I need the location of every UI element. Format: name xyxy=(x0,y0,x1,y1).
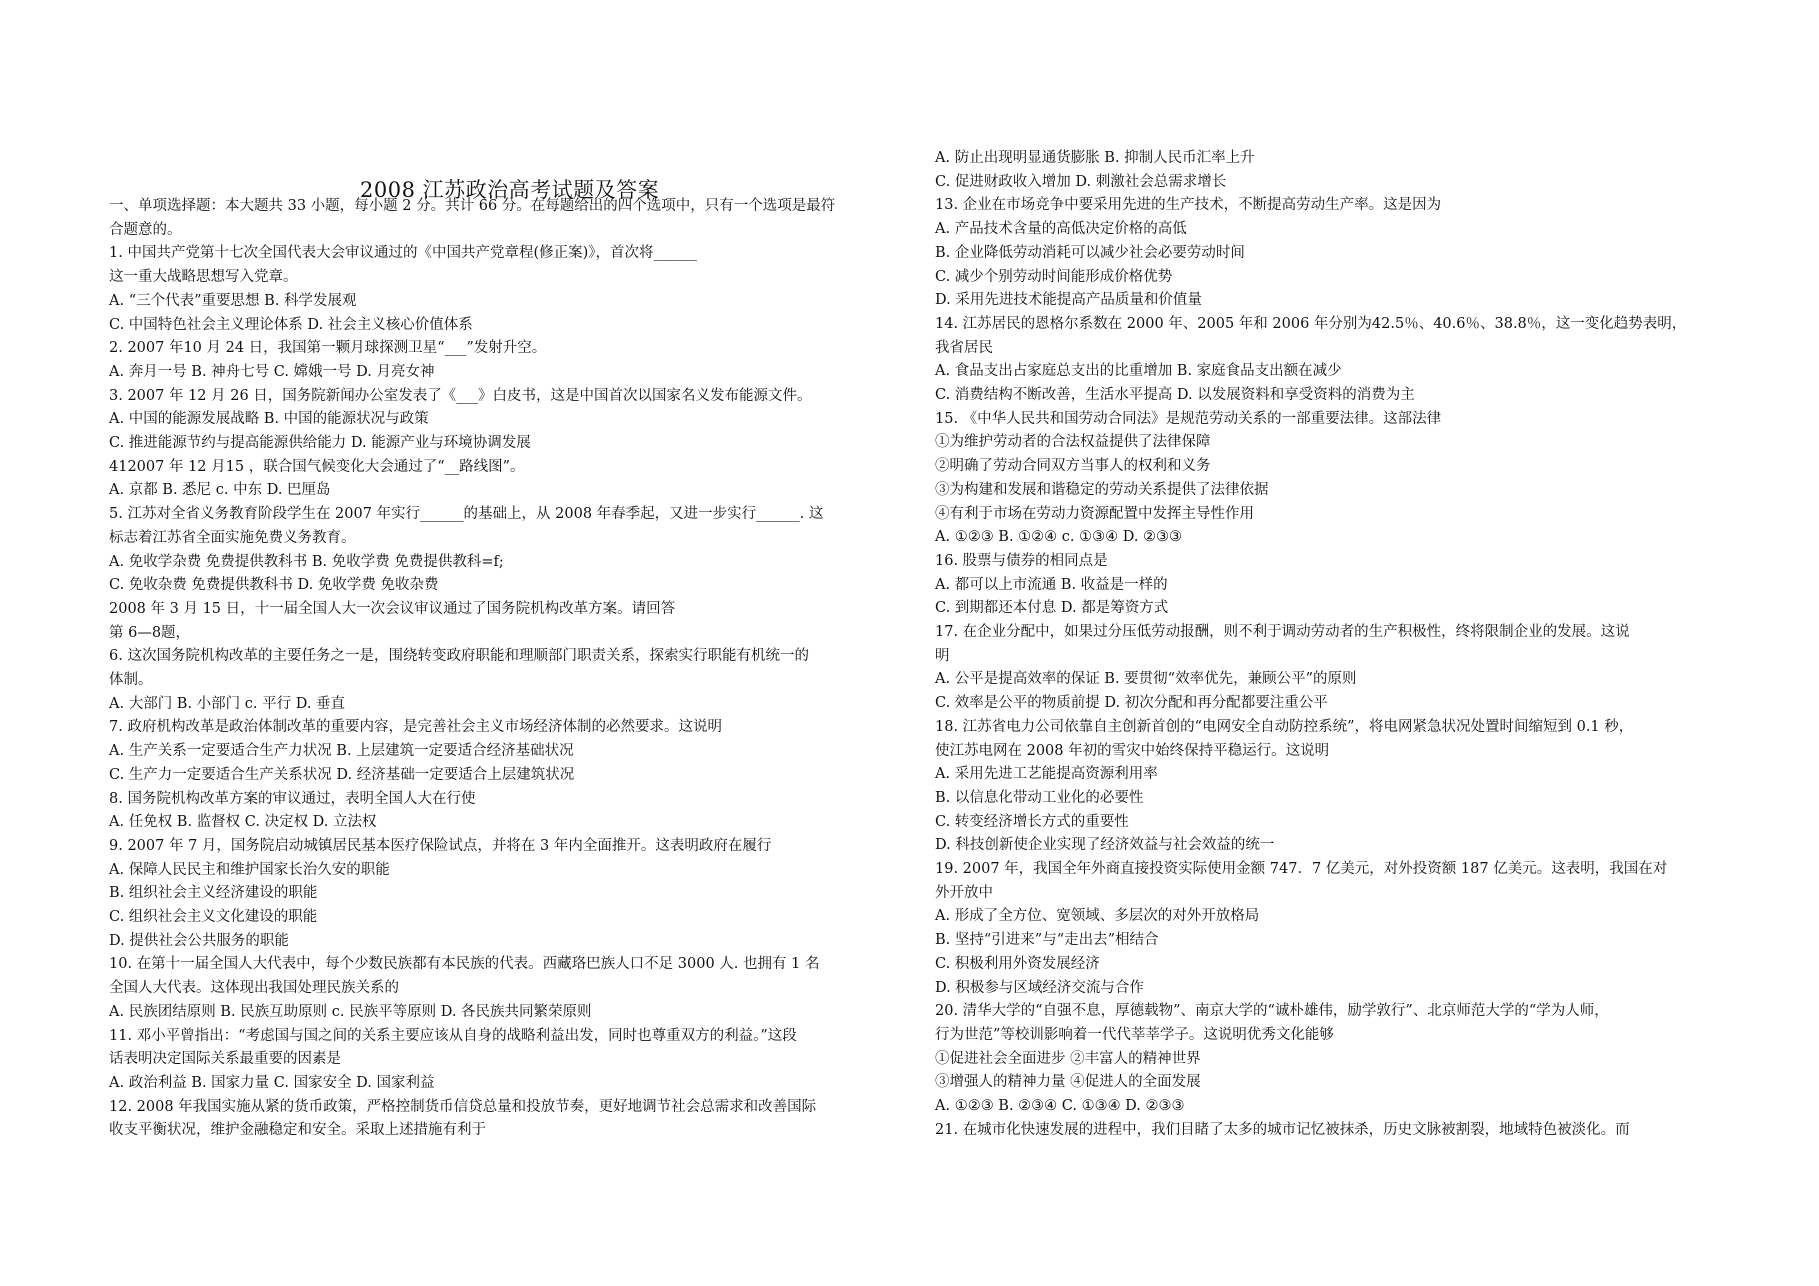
text-line: 8. 国务院机构改革方案的审议通过，表明全国人大在行使 xyxy=(109,790,476,807)
text-line: 我省居民 xyxy=(935,339,993,356)
text-line: 16. 股票与债券的相同点是 xyxy=(935,552,1108,569)
text-line: A. 产品技术含量的高低决定价格的高低 xyxy=(935,221,1187,238)
text-line: 合题意的。 xyxy=(109,221,182,238)
text-line: B. 坚持“引进来”与“走出去”相结合 xyxy=(935,932,1159,949)
text-line: A. 都可以上市流通 B. 收益是一样的 xyxy=(935,576,1168,593)
text-line: C. 推进能源节约与提高能源供给能力 D. 能源产业与环境协调发展 xyxy=(109,435,531,451)
text-line: D. 科技创新使企业实现了经济效益与社会效益的统一 xyxy=(935,837,1275,854)
text-line: 收支平衡状况，维护金融稳定和安全。采取上述措施有利于 xyxy=(109,1122,486,1139)
text-line: ②明确了劳动合同双方当事人的权利和义务 xyxy=(935,458,1211,475)
text-line: A. 任免权 B. 监督权 C. 决定权 D. 立法权 xyxy=(109,814,377,831)
text-line: 7. 政府机构改革是政治体制改革的重要内容，是完善社会主义市场经济体制的必然要求。这说明 xyxy=(109,719,722,736)
text-line: 标志着江苏省全面实施免费义务教育。 xyxy=(109,529,356,546)
text-line: 14. 江苏居民的恩格尔系数在 2000 年、2005 年和 2006 年分别为42.5％、40.6％、38.8％，这一变化趋势表明， xyxy=(935,315,1687,332)
text-line: 体制。 xyxy=(109,672,153,688)
text-line: 话表明决定国际关系最重要的因素是 xyxy=(109,1051,341,1068)
text-line: C. 生产力一定要适合生产关系状况 D. 经济基础一定要适合上层建筑状况 xyxy=(109,766,575,783)
text-line: 412007 年 12 月15 ，联合国气候变化大会通过了“__路线图”。 xyxy=(109,458,525,475)
text-line: C. 中国特色社会主义理论体系 D. 社会主义核心价值体系 xyxy=(109,316,473,333)
text-line: C. 转变经济增长方式的重要性 xyxy=(935,813,1129,830)
text-line: A. 免收学杂费 免费提供教科书 B. 免收学费 免费提供教科=f; xyxy=(109,553,504,570)
text-line: ③为构建和发展和谐稳定的劳动关系提供了法律依据 xyxy=(935,481,1269,498)
text-line: A. 中国的能源发展战略 B. 中国的能源状况与政策 xyxy=(109,411,429,428)
text-line: 17. 在企业分配中，如果过分压低劳动报酬，则不利于调动劳动者的生产积极性，终将限制企业的发展。这说 xyxy=(935,624,1630,640)
text-line: A. 民族团结原则 B. 民族互助原则 c. 民族平等原则 D. 各民族共同繁荣原则 xyxy=(109,1003,592,1020)
text-line: A. ①②③ B. ②③④ C. ①③④ D. ②③③ xyxy=(935,1098,1185,1114)
text-line: 明 xyxy=(935,647,950,664)
text-line: 2. 2007 年10 月 24 日，我国第一颗月球探测卫星“___”发射升空。 xyxy=(109,340,547,357)
text-line: A. ①②③ B. ①②④ c. ①③④ D. ②③③ xyxy=(935,529,1183,546)
text-line: A. 公平是提高效率的保证 B. 要贯彻“效率优先，兼顾公平”的原则 xyxy=(935,671,1357,688)
text-line: ③增强人的精神力量 ④促进人的全面发展 xyxy=(935,1074,1201,1091)
text-line: 这一重大战略思想写入党章。 xyxy=(109,269,298,286)
text-line: ④有利于市场在劳动力资源配置中发挥主导性作用 xyxy=(935,505,1254,522)
text-line: ①为维护劳动者的合法权益提供了法律保障 xyxy=(935,434,1211,451)
text-line: 12. 2008 年我国实施从紧的货币政策，严格控制货币信贷总量和投放节奏，更好地调节社会总需求和改善国际 xyxy=(109,1098,817,1115)
text-line: A. 食品支出占家庭总支出的比重增加 B. 家庭食品支出额在减少 xyxy=(935,363,1342,380)
text-line: C. 效率是公平的物质前提 D. 初次分配和再分配都要注重公平 xyxy=(935,695,1328,712)
text-line: D. 积极参与区域经济交流与合作 xyxy=(935,979,1144,996)
text-line: ①促进社会全面进步 ②丰富人的精神世界 xyxy=(935,1050,1201,1067)
text-line: 第 6—8题， xyxy=(109,624,191,641)
text-line: 15. 《中华人民共和国劳动合同法》是规范劳动关系的一部重要法律。这部法律 xyxy=(935,410,1442,427)
text-line: C. 减少个别劳动时间能形成价格优势 xyxy=(935,268,1173,285)
text-line: C. 到期都还本付息 D. 都是筹资方式 xyxy=(935,600,1169,617)
text-line: A. 防止出现明显通货膨胀 B. 抑制人民币汇率上升 xyxy=(935,150,1255,166)
text-line: 10. 在第十一届全国人大代表中，每个少数民族都有本民族的代表。西藏珞巴族人口不足 3000 人. 也拥有 1 名 xyxy=(109,956,820,973)
text-line: 使江苏电网在 2008 年初的雪灾中始终保持平稳运行。这说明 xyxy=(935,742,1330,759)
text-line: 3. 2007 年 12 月 26 日，国务院新闻办公室发表了《___》白皮书，这是中国首次以国家名义发布能源文件。 xyxy=(109,387,812,404)
text-line: 13. 企业在市场竞争中要采用先进的生产技术，不断提高劳动生产率。这是因为 xyxy=(935,197,1442,214)
text-line: 19. 2007 年，我国全年外商直接投资实际使用金额 747．7 亿美元，对外投资额 187 亿美元。这表明，我国在对 xyxy=(935,861,1668,877)
text-line: 9. 2007 年 7 月，国务院启动城镇居民基本医疗保险试点，并将在 3 年内全面推开。这表明政府在履行 xyxy=(109,837,772,854)
document-title: 2008 江苏政治高考试题及答案 xyxy=(360,178,660,203)
text-line: D. 提供社会公共服务的职能 xyxy=(109,932,289,949)
text-line: A. 奔月一号 B. 神舟七号 C. 嫦娥一号 D. 月亮女神 xyxy=(109,363,435,380)
text-line: A. 采用先进工艺能提高资源利用率 xyxy=(935,766,1158,783)
text-line: 20. 清华大学的“自强不息，厚德载物”、南京大学的“诚朴雄伟，励学敦行”、北京师范大学的“学为人师， xyxy=(935,1003,1609,1020)
text-line: C. 促进财政收入增加 D. 刺激社会总需求增长 xyxy=(935,173,1227,190)
text-line: C. 组织社会主义文化建设的职能 xyxy=(109,909,318,925)
text-line: A. 政治利益 B. 国家力量 C. 国家安全 D. 国家利益 xyxy=(109,1074,435,1091)
text-line: B. 以信息化带动工业化的必要性 xyxy=(935,789,1144,806)
text-line: 6. 这次国务院机构改革的主要任务之一是，围绕转变政府职能和理顺部门职责关系，探索实行职能有机统一的 xyxy=(109,648,809,665)
text-line: A. 京都 B. 悉尼 c. 中东 D. 巴厘岛 xyxy=(109,482,331,499)
text-line: 外开放中 xyxy=(935,884,993,901)
text-line: B. 企业降低劳动消耗可以减少社会必要劳动时间 xyxy=(935,244,1245,261)
text-line: A. 大部门 B. 小部门 c. 平行 D. 垂直 xyxy=(109,695,346,712)
text-line: 2008 年 3 月 15 日，十一届全国人大一次会议审议通过了国务院机构改革方案。请回答 xyxy=(109,600,676,617)
text-line: 11. 邓小平曾指出：“考虑国与国之间的关系主要应该从自身的战略利益出发，同时也尊重双方的利益。”这段 xyxy=(109,1027,797,1044)
text-line: 全国人大代表。这体现出我国处理民族关系的 xyxy=(109,980,399,997)
text-line: 行为世范”等校训影响着一代代莘莘学子。这说明优秀文化能够 xyxy=(935,1026,1334,1043)
text-line: 18. 江苏省电力公司依靠自主创新首创的“电网安全自动防控系统”，将电网紧急状况处置时间缩短到 0.1 秒， xyxy=(935,718,1634,735)
text-line: A. 形成了全方位、宽领域、多层次的对外开放格局 xyxy=(935,908,1260,925)
text-line: C. 免收杂费 免费提供教科书 D. 免收学费 免收杂费 xyxy=(109,577,439,594)
text-line: D. 采用先进技术能提高产品质量和价值量 xyxy=(935,292,1202,309)
text-line: A. 生产关系一定要适合生产力状况 B. 上层建筑一定要适合经济基础状况 xyxy=(109,743,574,760)
text-line: 21. 在城市化快速发展的进程中，我们目睹了太多的城市记忆被抹杀，历史文脉被割裂，地域特色被淡化。而 xyxy=(935,1121,1630,1138)
text-line: 1. 中国共产党第十七次全国代表大会审议通过的《中国共产党章程(修正案)》，首次将______ xyxy=(109,245,698,262)
text-line: 一、单项选择题：本大题共 33 小题，每小题 2 分。共计 66 分。在每题给出的四个选项中，只有一个选项是最符 xyxy=(109,198,836,214)
text-line: C. 积极利用外资发展经济 xyxy=(935,955,1100,972)
text-line: C. 消费结构不断改善，生活水平提高 D. 以发展资料和享受资料的消费为主 xyxy=(935,387,1415,403)
text-line: A. 保障人民民主和维护国家长治久安的职能 xyxy=(109,861,390,878)
text-line: 5. 江苏对全省义务教育阶段学生在 2007 年实行______的基础上，从 2008 年春季起，又进一步实行______. 这 xyxy=(109,506,824,523)
text-line: B. 组织社会主义经济建设的职能 xyxy=(109,885,318,902)
text-line: A. “三个代表”重要思想 B. 科学发展观 xyxy=(109,292,357,309)
